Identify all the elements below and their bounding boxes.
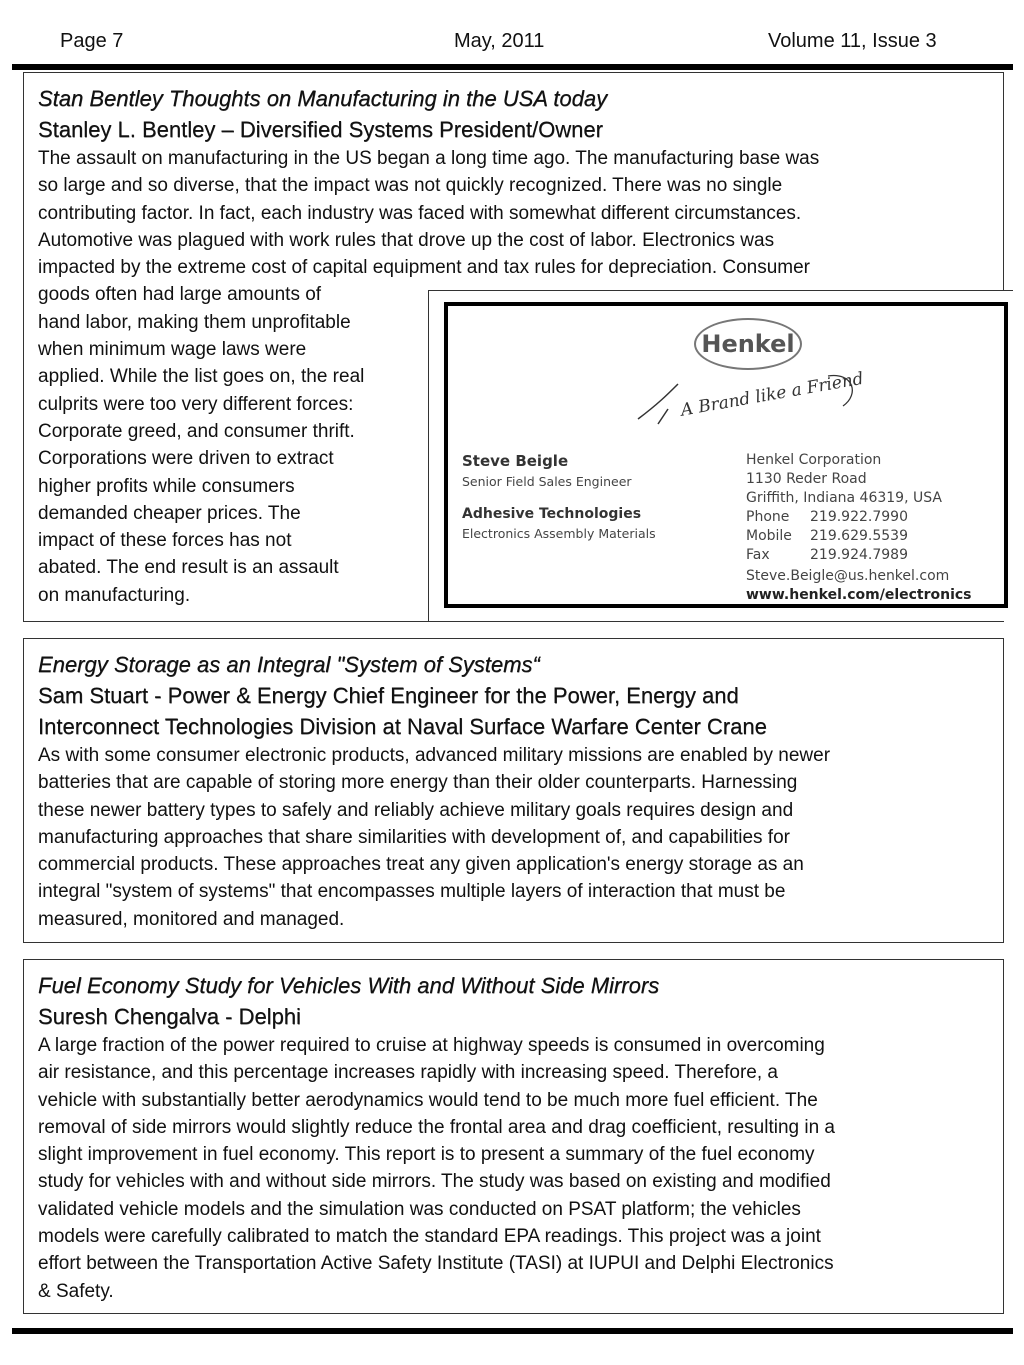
mobile-line: Mobile 219.629.5539 bbox=[746, 528, 908, 544]
top-rule bbox=[12, 64, 1013, 70]
bottom-rule bbox=[12, 1328, 1013, 1334]
business-card bbox=[444, 302, 1008, 608]
phone-line: Phone 219.922.7990 bbox=[746, 509, 908, 525]
page-header bbox=[0, 30, 1024, 60]
henkel-logo: Henkel bbox=[694, 318, 802, 370]
article-title: Fuel Economy Study for Vehicles With and Without Side Mirrors bbox=[38, 973, 660, 998]
contact-role: Senior Field Sales Engineer bbox=[462, 474, 632, 489]
issue-date: May, 2011 bbox=[454, 30, 545, 52]
article-body: The assault on manufacturing in the US began a long time ago. The manufacturing base was so large and so diverse, that the impact was not quickly recognized. There was no single contributing factor. In fact, each industry was faced with somewhat different circumstances. Automotive was plagued with work rules that drove up the cost of labor. Electronics was impacted by the extreme cost of capital equipment and tax rules for depreciation. Consumer goods often had large amounts of hand labor, making them unprofitable when minimum wage laws were applied. While the list goes on, the real culprits were too very different forces: Corporate greed, and consumer thrift. Corporations were driven to extract higher profits while consumers demanded cheaper prices. The impact of these forces has not abated. The end result is an assault on manufacturing. bbox=[38, 148, 820, 606]
svg-text:A Brand like a Friend: A Brand like a Friend bbox=[679, 368, 866, 421]
division-subtitle: Electronics Assembly Materials bbox=[462, 526, 656, 541]
article-byline: Suresh Chengalva - Delphi bbox=[38, 1004, 301, 1029]
article-fuel-economy bbox=[23, 959, 1004, 1314]
article-byline: Sam Stuart - Power & Energy Chief Engineer for the Power, Energy and Interconnect Technologies Division at Naval Surface Warfare Center Crane bbox=[38, 683, 767, 739]
fax-line: Fax 219.924.7989 bbox=[746, 547, 908, 563]
division-name: Adhesive Technologies bbox=[462, 506, 642, 522]
article-energy-storage bbox=[23, 638, 1004, 943]
article-title: Energy Storage as an Integral "System of Systems“ bbox=[38, 652, 540, 677]
article-byline: Stanley L. Bentley – Diversified Systems President/Owner bbox=[38, 117, 603, 142]
page-number: Page 7 bbox=[60, 30, 124, 52]
city-address: Griffith, Indiana 46319, USA bbox=[746, 490, 942, 506]
article-title: Stan Bentley Thoughts on Manufacturing in the USA today bbox=[38, 86, 608, 111]
contact-name: Steve Beigle bbox=[462, 452, 569, 470]
article-body: A large fraction of the power required to cruise at highway speeds is consumed in overcoming air resistance, and this percentage increases rapidly with increasing speed. Therefore, a vehicle with substantially better aerodynamics would tend to be much more fuel efficient. The removal of side mirrors would slightly reduce the frontal area and drag coefficient, resulting in a slight improvement in fuel economy. This report is to present a summary of the fuel economy study for vehicles with and without side mirrors. The study was based on existing and modified validated vehicle models and the simulation was conducted on PSAT platform; the vehicles models were carefully calibrated to match the standard EPA readings. This project was a joint effort between the Transportation Active Safety Institute (TASI) at IUPUI and Delphi Electronics & Safety. bbox=[38, 1035, 835, 1302]
company-name: Henkel Corporation bbox=[746, 452, 882, 468]
article-body: As with some consumer electronic products, advanced military missions are enabled by newer batteries that are capable of storing more energy than their older counterparts. Harnessing these newer battery types to safely and reliably achieve military goals requires design and manufacturing approaches that share similarities with development of, and capabilities for commercial products. These approaches treat any given application's energy storage as an integral "system of systems" that encompasses multiple layers of interaction that must be measured, monitored and managed. bbox=[38, 745, 831, 930]
email-address: Steve.Beigle@us.henkel.com bbox=[746, 568, 950, 584]
volume-issue: Volume 11, Issue 3 bbox=[768, 30, 937, 52]
website-url: www.henkel.com/electronics bbox=[746, 587, 972, 603]
street-address: 1130 Reder Road bbox=[746, 471, 867, 487]
tagline-script bbox=[628, 364, 868, 434]
